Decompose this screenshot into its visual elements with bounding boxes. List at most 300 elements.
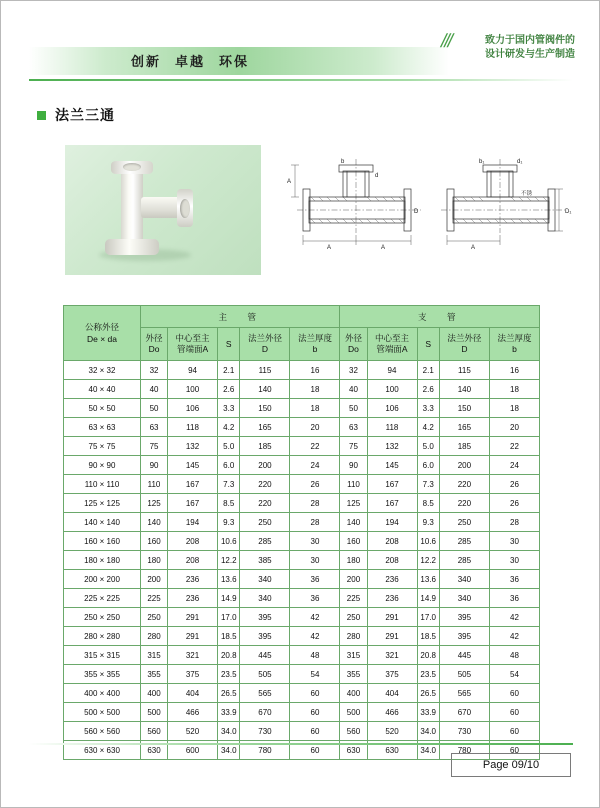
cell-nominal-diameter: 90 × 90 xyxy=(64,456,141,475)
cell-value: 180 xyxy=(340,551,367,570)
cell-nominal-diameter: 630 × 630 xyxy=(64,741,141,760)
cell-value: 404 xyxy=(367,684,417,703)
cell-value: 22 xyxy=(290,437,340,456)
cell-value: 30 xyxy=(489,551,539,570)
cell-nominal-diameter: 32 × 32 xyxy=(64,361,141,380)
cell-value: 14.9 xyxy=(218,589,240,608)
cell-value: 565 xyxy=(240,684,290,703)
table-row xyxy=(64,551,540,570)
cell-value: 285 xyxy=(439,551,489,570)
cell-nominal-diameter: 280 × 280 xyxy=(64,627,141,646)
cell-value: 18 xyxy=(290,399,340,418)
cell-value: 340 xyxy=(240,570,290,589)
cell-nominal-diameter: 250 × 250 xyxy=(64,608,141,627)
table-row xyxy=(64,646,540,665)
cell-value: 110 xyxy=(340,475,367,494)
cell-value: 40 xyxy=(340,380,367,399)
cell-value: 28 xyxy=(489,513,539,532)
cell-nominal-diameter: 40 × 40 xyxy=(64,380,141,399)
cell-value: 208 xyxy=(168,551,218,570)
table-row xyxy=(64,380,540,399)
cell-value: 90 xyxy=(340,456,367,475)
cell-value: 8.5 xyxy=(218,494,240,513)
tagline-line-2: 设计研发与生产制造 xyxy=(485,49,575,60)
cell-value: 145 xyxy=(168,456,218,475)
cell-value: 385 xyxy=(240,551,290,570)
cell-value: 165 xyxy=(439,418,489,437)
header-main-s: S xyxy=(218,328,240,361)
cell-value: 7.3 xyxy=(218,475,240,494)
cell-value: 140 xyxy=(240,380,290,399)
cell-value: 48 xyxy=(489,646,539,665)
cell-value: 34.0 xyxy=(218,741,240,760)
cell-value: 250 xyxy=(141,608,168,627)
header-main-flange-od xyxy=(240,328,290,361)
cell-value: 167 xyxy=(168,494,218,513)
cell-value: 285 xyxy=(439,532,489,551)
page-header xyxy=(1,1,600,89)
header-branch-flange-od xyxy=(439,328,489,361)
cell-value: 60 xyxy=(290,741,340,760)
cell-value: 200 xyxy=(439,456,489,475)
header-branch-flange-thk-l1: 法兰厚度 xyxy=(497,333,532,343)
cell-value: 60 xyxy=(489,684,539,703)
cell-value: 36 xyxy=(290,589,340,608)
page-number-label: Page 09/10 xyxy=(482,759,540,771)
cell-value: 16 xyxy=(489,361,539,380)
header-branch-od-l1: 外径 xyxy=(344,333,362,343)
cell-value: 110 xyxy=(141,475,168,494)
drawing-label-A4: A xyxy=(471,245,476,251)
header-nominal-diameter xyxy=(64,306,141,361)
spec-table-body xyxy=(64,361,540,760)
cell-value: 26 xyxy=(290,475,340,494)
nominal-line-2: De × da xyxy=(86,334,117,344)
cell-value: 3.3 xyxy=(218,399,240,418)
cell-value: 236 xyxy=(168,589,218,608)
drawing-label-A1: A xyxy=(327,245,332,251)
cell-value: 2.1 xyxy=(417,361,439,380)
cell-value: 150 xyxy=(439,399,489,418)
cell-nominal-diameter: 500 × 500 xyxy=(64,703,141,722)
cell-value: 167 xyxy=(168,475,218,494)
cell-value: 42 xyxy=(290,627,340,646)
cell-value: 63 xyxy=(340,418,367,437)
photo-branch-bore xyxy=(180,199,190,218)
table-row xyxy=(64,570,540,589)
cell-nominal-diameter: 225 × 225 xyxy=(64,589,141,608)
header-branch-center-l1: 中心至主 xyxy=(375,333,410,343)
cell-value: 280 xyxy=(141,627,168,646)
photo-tee-body xyxy=(121,171,143,245)
cell-value: 36 xyxy=(489,570,539,589)
cell-value: 630 xyxy=(340,741,367,760)
cell-value: 4.2 xyxy=(218,418,240,437)
cell-value: 23.5 xyxy=(417,665,439,684)
cell-value: 208 xyxy=(367,551,417,570)
header-branch-center-l2: 管端面A xyxy=(376,344,408,354)
header-branch-flange-od-l1: 法兰外径 xyxy=(447,333,482,343)
cell-value: 208 xyxy=(367,532,417,551)
cell-nominal-diameter: 110 × 110 xyxy=(64,475,141,494)
cell-value: 125 xyxy=(141,494,168,513)
page-number-box xyxy=(451,753,571,777)
cell-value: 33.9 xyxy=(417,703,439,722)
photo-top-bore xyxy=(123,163,141,171)
table-row xyxy=(64,494,540,513)
cell-value: 180 xyxy=(141,551,168,570)
cell-value: 94 xyxy=(367,361,417,380)
table-row xyxy=(64,627,540,646)
cell-value: 60 xyxy=(290,703,340,722)
cell-value: 17.0 xyxy=(218,608,240,627)
cell-value: 24 xyxy=(489,456,539,475)
cell-value: 115 xyxy=(240,361,290,380)
cell-value: 100 xyxy=(168,380,218,399)
cell-value: 340 xyxy=(439,589,489,608)
cell-value: 466 xyxy=(367,703,417,722)
cell-value: 60 xyxy=(489,722,539,741)
cell-value: 250 xyxy=(439,513,489,532)
cell-value: 560 xyxy=(141,722,168,741)
cell-value: 10.6 xyxy=(218,532,240,551)
cell-value: 10.6 xyxy=(417,532,439,551)
header-main-flange-od-l1: 法兰外径 xyxy=(247,333,282,343)
cell-nominal-diameter: 315 × 315 xyxy=(64,646,141,665)
cell-value: 32 xyxy=(340,361,367,380)
cell-value: 185 xyxy=(240,437,290,456)
header-branch-flange-od-l2: D xyxy=(461,344,468,354)
drawing-label-D1: D₁ xyxy=(565,209,572,215)
cell-value: 395 xyxy=(439,627,489,646)
cell-nominal-diameter: 180 × 180 xyxy=(64,551,141,570)
technical-drawings xyxy=(281,151,576,266)
cell-value: 36 xyxy=(489,589,539,608)
cell-value: 20 xyxy=(290,418,340,437)
cell-value: 730 xyxy=(240,722,290,741)
cell-value: 140 xyxy=(340,513,367,532)
header-row-groups xyxy=(64,306,540,328)
cell-value: 13.6 xyxy=(417,570,439,589)
cell-value: 115 xyxy=(439,361,489,380)
cell-value: 565 xyxy=(439,684,489,703)
slogan-item-2: 卓越 xyxy=(175,54,206,69)
slogan-item-3: 环保 xyxy=(219,54,250,69)
header-main-center-l2: 管端面A xyxy=(176,344,209,354)
cell-value: 220 xyxy=(240,494,290,513)
footer-divider xyxy=(29,743,573,745)
cell-value: 2.6 xyxy=(417,380,439,399)
page-title: 法兰三通 xyxy=(55,107,115,123)
cell-value: 160 xyxy=(340,532,367,551)
cell-value: 630 xyxy=(367,741,417,760)
cell-value: 140 xyxy=(141,513,168,532)
cell-value: 26.5 xyxy=(417,684,439,703)
cell-value: 94 xyxy=(168,361,218,380)
cell-value: 220 xyxy=(439,475,489,494)
section-title xyxy=(37,105,115,125)
cell-value: 118 xyxy=(168,418,218,437)
cell-value: 6.0 xyxy=(417,456,439,475)
cell-value: 42 xyxy=(489,627,539,646)
cell-value: 18 xyxy=(489,399,539,418)
cell-value: 18 xyxy=(290,380,340,399)
cell-value: 40 xyxy=(141,380,168,399)
cell-value: 28 xyxy=(290,513,340,532)
cell-value: 291 xyxy=(367,608,417,627)
cell-value: 42 xyxy=(489,608,539,627)
cell-value: 340 xyxy=(439,570,489,589)
cell-value: 2.6 xyxy=(218,380,240,399)
cell-value: 34.0 xyxy=(417,722,439,741)
cell-value: 60 xyxy=(489,703,539,722)
cell-value: 8.5 xyxy=(417,494,439,513)
cell-nominal-diameter: 75 × 75 xyxy=(64,437,141,456)
cell-value: 375 xyxy=(367,665,417,684)
cell-value: 16 xyxy=(290,361,340,380)
cell-value: 63 xyxy=(141,418,168,437)
table-row xyxy=(64,418,540,437)
cell-value: 106 xyxy=(367,399,417,418)
header-branch-center xyxy=(367,328,417,361)
cell-value: 36 xyxy=(290,570,340,589)
cell-value: 321 xyxy=(168,646,218,665)
cell-value: 220 xyxy=(240,475,290,494)
cell-value: 12.2 xyxy=(218,551,240,570)
table-row xyxy=(64,475,540,494)
drawing-label-b: b xyxy=(341,159,345,165)
cell-value: 200 xyxy=(240,456,290,475)
cell-value: 466 xyxy=(168,703,218,722)
drawing-label-A2: A xyxy=(381,245,386,251)
cell-value: 75 xyxy=(141,437,168,456)
cell-value: 60 xyxy=(290,684,340,703)
cell-value: 285 xyxy=(240,532,290,551)
cell-value: 50 xyxy=(141,399,168,418)
drawing-label-d: d xyxy=(375,173,379,179)
cell-value: 315 xyxy=(141,646,168,665)
cell-value: 355 xyxy=(340,665,367,684)
cell-value: 400 xyxy=(340,684,367,703)
header-main-flange-thk-l1: 法兰厚度 xyxy=(297,333,332,343)
drawing-label-D: D xyxy=(414,209,419,215)
cell-nominal-diameter: 50 × 50 xyxy=(64,399,141,418)
slogan-item-1: 创新 xyxy=(131,54,162,69)
cell-value: 194 xyxy=(168,513,218,532)
cell-value: 30 xyxy=(489,532,539,551)
cell-value: 24 xyxy=(290,456,340,475)
cell-value: 14.9 xyxy=(417,589,439,608)
table-row xyxy=(64,456,540,475)
cell-value: 20.8 xyxy=(417,646,439,665)
cell-value: 118 xyxy=(367,418,417,437)
table-row xyxy=(64,589,540,608)
cell-value: 291 xyxy=(168,608,218,627)
cell-value: 23.5 xyxy=(218,665,240,684)
cell-value: 6.0 xyxy=(218,456,240,475)
header-branch-od-l2: Do xyxy=(348,344,359,354)
cell-value: 395 xyxy=(240,608,290,627)
cell-value: 34.0 xyxy=(218,722,240,741)
cell-value: 220 xyxy=(439,494,489,513)
cell-value: 145 xyxy=(367,456,417,475)
spec-table-container xyxy=(63,305,540,760)
cell-value: 780 xyxy=(240,741,290,760)
table-row xyxy=(64,532,540,551)
cell-value: 445 xyxy=(439,646,489,665)
cell-nominal-diameter: 560 × 560 xyxy=(64,722,141,741)
header-main-center xyxy=(168,328,218,361)
header-main-flange-thk-l2: b xyxy=(312,344,318,354)
header-slash-mark: /// xyxy=(439,31,454,52)
header-main-od-l2: Do xyxy=(148,344,160,354)
cell-value: 208 xyxy=(168,532,218,551)
table-row xyxy=(64,437,540,456)
cell-value: 33.9 xyxy=(218,703,240,722)
spec-table-head xyxy=(64,306,540,361)
header-branch-s: S xyxy=(417,328,439,361)
cell-value: 505 xyxy=(439,665,489,684)
table-row xyxy=(64,361,540,380)
header-branch-od xyxy=(340,328,367,361)
header-group-main: 主 管 xyxy=(141,306,340,328)
header-branch-flange-thk-l2: b xyxy=(512,344,517,354)
table-row xyxy=(64,703,540,722)
cell-value: 106 xyxy=(168,399,218,418)
cell-nominal-diameter: 355 × 355 xyxy=(64,665,141,684)
cell-value: 520 xyxy=(367,722,417,741)
cell-value: 9.3 xyxy=(218,513,240,532)
cell-value: 670 xyxy=(439,703,489,722)
cell-value: 26.5 xyxy=(218,684,240,703)
cell-value: 520 xyxy=(168,722,218,741)
cell-value: 236 xyxy=(367,570,417,589)
cell-value: 26 xyxy=(489,494,539,513)
table-row xyxy=(64,684,540,703)
cell-value: 3.3 xyxy=(417,399,439,418)
drawing-label-b1: b₁ xyxy=(479,159,485,165)
cell-value: 7.3 xyxy=(417,475,439,494)
table-row xyxy=(64,608,540,627)
cell-value: 167 xyxy=(367,494,417,513)
header-main-flange-thk xyxy=(290,328,340,361)
cell-value: 200 xyxy=(141,570,168,589)
cell-value: 395 xyxy=(439,608,489,627)
cell-value: 404 xyxy=(168,684,218,703)
cell-value: 375 xyxy=(168,665,218,684)
cell-value: 9.3 xyxy=(417,513,439,532)
header-group-branch: 支 管 xyxy=(340,306,540,328)
header-main-od-l1: 外径 xyxy=(145,333,163,343)
cell-value: 30 xyxy=(290,532,340,551)
cell-value: 500 xyxy=(141,703,168,722)
cell-value: 167 xyxy=(367,475,417,494)
square-bullet-icon xyxy=(37,111,46,120)
cell-value: 18.5 xyxy=(417,627,439,646)
cell-value: 13.6 xyxy=(218,570,240,589)
cell-value: 630 xyxy=(141,741,168,760)
cell-value: 5.0 xyxy=(218,437,240,456)
cell-value: 18 xyxy=(489,380,539,399)
spec-table xyxy=(63,305,540,760)
cell-value: 400 xyxy=(141,684,168,703)
cell-nominal-diameter: 160 × 160 xyxy=(64,532,141,551)
cell-nominal-diameter: 200 × 200 xyxy=(64,570,141,589)
cell-value: 236 xyxy=(168,570,218,589)
cell-value: 26 xyxy=(489,475,539,494)
header-tagline xyxy=(485,34,575,62)
cell-value: 2.1 xyxy=(218,361,240,380)
cell-value: 291 xyxy=(367,627,417,646)
cell-value: 150 xyxy=(240,399,290,418)
cell-value: 225 xyxy=(340,589,367,608)
cell-value: 160 xyxy=(141,532,168,551)
cell-value: 200 xyxy=(340,570,367,589)
header-main-flange-od-l2: D xyxy=(261,344,269,354)
cell-value: 500 xyxy=(340,703,367,722)
table-row xyxy=(64,722,540,741)
cell-value: 132 xyxy=(168,437,218,456)
cell-value: 730 xyxy=(439,722,489,741)
header-main-od xyxy=(141,328,168,361)
cell-value: 132 xyxy=(367,437,417,456)
cell-value: 18.5 xyxy=(218,627,240,646)
cell-value: 250 xyxy=(340,608,367,627)
cell-value: 22 xyxy=(489,437,539,456)
cell-value: 291 xyxy=(168,627,218,646)
cell-value: 165 xyxy=(240,418,290,437)
cell-value: 670 xyxy=(240,703,290,722)
cell-value: 28 xyxy=(290,494,340,513)
cell-value: 5.0 xyxy=(417,437,439,456)
cell-value: 600 xyxy=(168,741,218,760)
cell-nominal-diameter: 125 × 125 xyxy=(64,494,141,513)
drawing-label-note: 不锈 xyxy=(521,191,533,197)
table-row xyxy=(64,665,540,684)
cell-value: 355 xyxy=(141,665,168,684)
cell-value: 280 xyxy=(340,627,367,646)
cell-value: 42 xyxy=(290,608,340,627)
cell-value: 34.0 xyxy=(417,741,439,760)
cell-value: 236 xyxy=(367,589,417,608)
cell-value: 60 xyxy=(489,741,539,760)
cell-value: 125 xyxy=(340,494,367,513)
cell-nominal-diameter: 63 × 63 xyxy=(64,418,141,437)
cell-value: 185 xyxy=(439,437,489,456)
cell-value: 395 xyxy=(240,627,290,646)
nominal-line-1: 公称外径 xyxy=(84,322,119,332)
cell-value: 250 xyxy=(240,513,290,532)
cell-value: 4.2 xyxy=(417,418,439,437)
cell-value: 17.0 xyxy=(417,608,439,627)
cell-value: 321 xyxy=(367,646,417,665)
table-row xyxy=(64,513,540,532)
product-photo xyxy=(65,145,261,275)
cell-value: 20.8 xyxy=(218,646,240,665)
cell-nominal-diameter: 400 × 400 xyxy=(64,684,141,703)
cell-value: 50 xyxy=(340,399,367,418)
cell-value: 54 xyxy=(489,665,539,684)
cell-value: 100 xyxy=(367,380,417,399)
cell-value: 12.2 xyxy=(417,551,439,570)
cell-value: 780 xyxy=(439,741,489,760)
cell-value: 315 xyxy=(340,646,367,665)
cell-value: 90 xyxy=(141,456,168,475)
cell-value: 560 xyxy=(340,722,367,741)
drawing-label-A3: A xyxy=(287,179,292,185)
drawing-label-d1: d₁ xyxy=(517,159,523,165)
cell-value: 445 xyxy=(240,646,290,665)
